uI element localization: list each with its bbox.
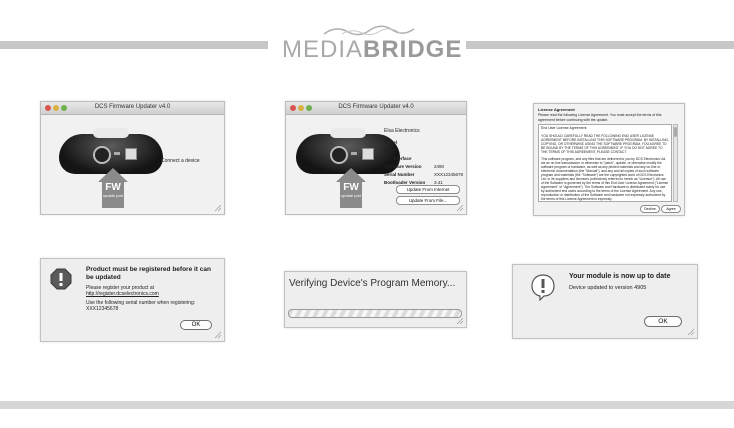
register-line2: Use the following serial number when registering: [86, 300, 196, 306]
updater-window-device-info [285, 101, 467, 215]
info-label: Bootloader Version [384, 180, 426, 185]
info-row [384, 164, 462, 172]
logo-media: MEDIA [282, 36, 364, 63]
agree-button[interactable]: Agree [661, 205, 681, 213]
license-title: License Agreement [538, 107, 575, 112]
verifying-dialog [284, 271, 467, 328]
info-label: Serial Number [384, 172, 415, 177]
footer-bar [0, 401, 734, 409]
done-title: Your module is now up to date [569, 273, 671, 280]
update-from-internet-button[interactable]: Update From Internet [396, 185, 460, 194]
done-message: Device updated to version 4905 [569, 285, 647, 291]
company-name: Elsa Electronics [384, 128, 420, 134]
mini-usb-port-icon [351, 152, 357, 155]
info-label: Model [384, 140, 397, 145]
info-value: 2490 [434, 164, 445, 169]
usb-port-icon [362, 148, 374, 160]
fw-arrow-icon [336, 168, 366, 208]
header-bar-right [466, 41, 734, 49]
header-bar-left [0, 41, 268, 49]
mini-usb-port-icon [114, 152, 120, 155]
ok-button[interactable]: OK [180, 320, 212, 330]
eula-para-2: This software program, and any files that are delivered to you by DCS Electronics Ltd. via an on-line transmission or otherwise to "patch", update, or otherwise modify the software program or hardware, as well as any printed materials and any on-line or electronic documentation (the "Manual"), and any and all copies of such software program and materials (the "Software") are the copyrighted work of DCS Electronics Ltd. or its suppliers and licensors (collectively referred to herein as "Licensor"). All use of the Software is governed by the terms of this End User License Agreement ("License Agreement" or "Agreement"). The Software and Hardware is distributed solely for use by authorized end users according to the terms of the License Agreement. Any use, reproduction or distribution of the Software and hardware not expressly authorized by the terms of this License Agreement is expressly [541, 156, 669, 201]
logo-bridge: BRIDGE [363, 36, 463, 63]
eula-heading: End User License Agreement [541, 126, 587, 130]
ok-button[interactable]: OK [644, 316, 682, 327]
info-value: 3.41 [434, 180, 443, 185]
register-link[interactable]: http://register.dcselectronics.com [86, 291, 159, 297]
license-textbox[interactable] [538, 124, 672, 202]
update-from-file-button[interactable]: Update From File... [396, 196, 460, 205]
window-title: DCS Firmware Updater v4.0 [338, 104, 414, 110]
warning-octagon-icon [50, 268, 72, 290]
usb-port-icon [125, 148, 137, 160]
verify-text: Verifying Device's Program Memory... [289, 278, 456, 289]
info-label: Firmware Version [384, 164, 422, 169]
mediabridge-logo [282, 24, 463, 64]
info-list [384, 140, 462, 188]
info-row [384, 156, 462, 164]
status-text: Connect a device [161, 158, 200, 164]
progress-bar [288, 309, 462, 318]
titlebar [41, 102, 224, 115]
decline-button[interactable]: Decline [640, 205, 660, 213]
din-port-icon [93, 146, 111, 164]
license-scrollbar[interactable] [673, 124, 678, 202]
info-row [384, 140, 462, 148]
alert-bubble-icon [530, 273, 556, 301]
arrow-label: FW [343, 182, 359, 193]
license-intro: Please read the following License Agreement. You must accept the terms of this agreement before continuing with the update. [538, 113, 662, 122]
logo-wave-icon [322, 24, 416, 36]
updater-window-connect [40, 101, 225, 215]
license-agreement-window [533, 103, 685, 216]
titlebar [286, 102, 466, 115]
info-row [384, 172, 462, 180]
register-line1: Please register your product at [86, 285, 155, 291]
up-to-date-dialog [512, 264, 698, 339]
info-value: XXX12345678 [434, 172, 464, 177]
register-dialog [40, 258, 225, 342]
window-title: DCS Firmware Updater v4.0 [94, 104, 171, 110]
resize-grip-icon[interactable] [687, 328, 695, 336]
register-title: Product must be registered before it can be updated [86, 266, 211, 281]
resize-grip-icon[interactable] [456, 204, 464, 212]
resize-grip-icon[interactable] [214, 204, 222, 212]
info-row [384, 148, 462, 156]
eula-para-1: YOU SHOULD CAREFULLY READ THE FOLLOWING END USER LICENSE AGREEMENT BEFORE INSTALLING THIS SOFTWARE PROGRAM. BY INSTALLING, COPYING, OR OTHERWISE USING THE SOFTWARE PROGRAM, YOU AGREE TO BE BOUND BY THE TERMS OF THIS AGREEMENT. IF YOU DO NOT AGREE TO THE TERMS OF THIS AGREEMENT, PLEASE CONTACT [541, 133, 669, 154]
arrow-sublabel: update port [340, 193, 362, 198]
fw-arrow-icon [98, 168, 128, 208]
logo-text [282, 36, 463, 64]
resize-grip-icon[interactable] [214, 331, 222, 339]
arrow-label: FW [105, 182, 121, 193]
arrow-sublabel: update port [102, 193, 124, 198]
info-label: Car Interface [384, 156, 412, 161]
scrollbar-thumb[interactable] [674, 127, 677, 137]
info-label: PCB [384, 148, 394, 153]
serial-number: XXX12345678 [86, 306, 119, 312]
resize-grip-icon[interactable] [456, 317, 464, 325]
din-port-icon [330, 146, 348, 164]
